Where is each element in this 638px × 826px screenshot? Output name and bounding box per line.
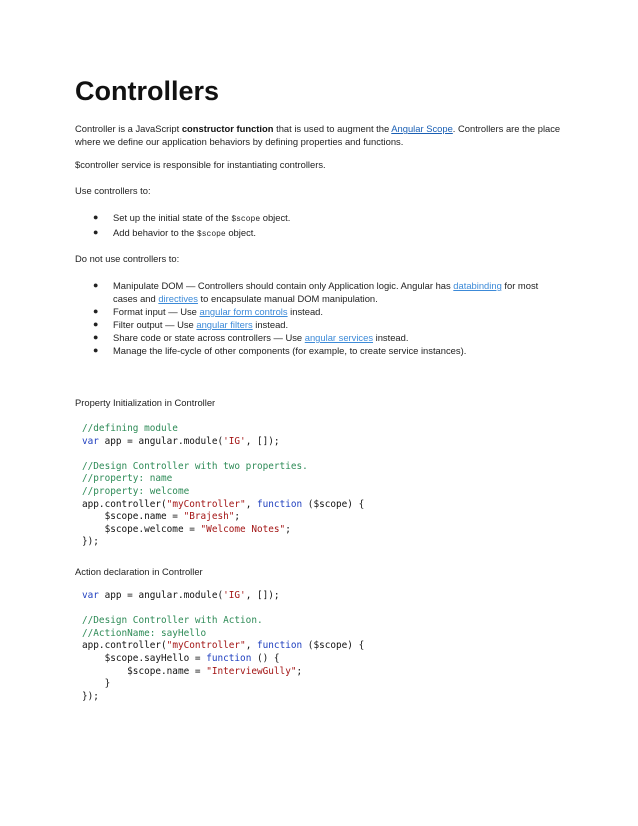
code-keyword: var: [82, 590, 99, 601]
code-text: , []);: [245, 590, 280, 601]
list-item-text: for most cases and: [113, 280, 539, 304]
intro-bold-text: constructor function: [181, 123, 274, 134]
code-string: "myController": [166, 498, 246, 510]
code-text: ($scope) {: [302, 640, 365, 652]
bullet-icon: ●: [93, 212, 99, 222]
list-item: [75, 344, 545, 357]
code-text: }: [82, 678, 111, 690]
code-text: ;: [234, 511, 241, 523]
code-comment: //Design Controller with two properties.: [82, 460, 308, 472]
list-item-text: object.: [225, 227, 256, 238]
list-item: [75, 318, 545, 331]
code-text: ,: [245, 640, 257, 652]
code-string: "myController": [166, 640, 246, 652]
list-item-text: Add behavior to the: [113, 227, 197, 238]
code-keyword: function: [257, 498, 303, 510]
bullet-icon: ●: [93, 227, 99, 237]
list-item: [75, 211, 545, 226]
directives-link[interactable]: directives: [158, 293, 198, 304]
code-text: app = angular.module(: [98, 435, 224, 447]
page-title: Controllers: [75, 76, 220, 106]
bullet-icon: ●: [93, 332, 99, 342]
code-string: "Welcome Notes": [200, 523, 286, 535]
angular-scope-link[interactable]: Angular Scope: [391, 123, 453, 134]
code-keyword: function: [257, 640, 303, 652]
code-text: () {: [251, 652, 280, 664]
filters-link[interactable]: angular filters: [196, 319, 253, 330]
code-string: 'IG': [223, 435, 246, 447]
code-comment: //ActionName: sayHello: [82, 627, 207, 639]
list-item-text: instead.: [373, 332, 409, 343]
code-text: , []);: [245, 435, 280, 447]
code-text: $scope.welcome =: [82, 523, 201, 535]
bullet-icon: ●: [93, 319, 99, 329]
code-string: "Brajesh": [183, 511, 235, 523]
databinding-link[interactable]: databinding: [453, 280, 502, 291]
list-item-text: Filter output — Use: [113, 319, 197, 330]
list-item: [75, 305, 545, 318]
list-item-text: Format input — Use: [113, 306, 200, 317]
list-item: [75, 331, 545, 344]
list-item: [75, 226, 545, 241]
dont-heading: Do not use controllers to:: [75, 253, 180, 264]
code-text: $scope.name =: [82, 665, 207, 677]
code-text: app.controller(: [82, 498, 167, 510]
list-item-text: to encapsulate manual DOM manipulation.: [197, 293, 378, 304]
list-item-text: Share code or state across controllers — Use: [113, 332, 305, 343]
code-text: $scope.name =: [82, 511, 184, 523]
list-item-text: Set up the initial state of the: [113, 212, 232, 223]
inline-code: $scope: [231, 215, 261, 224]
code-text: ;: [285, 523, 291, 535]
list-item-text: instead.: [252, 319, 289, 330]
service-line: $controller service is responsible for instantiating controllers.: [75, 159, 326, 170]
code-string: "InterviewGully": [206, 665, 297, 677]
bullet-icon: ●: [93, 345, 99, 355]
code-comment: //property: welcome: [82, 485, 190, 497]
code-comment: //property: name: [82, 473, 173, 485]
intro-text-3: . Controllers are the place where we define our application behaviors by defining properties and functions.: [75, 123, 561, 148]
use-list: [75, 211, 545, 241]
bullet-icon: ●: [93, 306, 99, 316]
intro-text-2: that is used to augment the: [273, 123, 392, 134]
list-item-text: Manage the life-cycle of other components (for example, to create service instances).: [113, 345, 467, 356]
code-string: 'IG': [223, 590, 246, 601]
code-text: ($scope) {: [302, 498, 365, 510]
code-block-1: [82, 423, 364, 549]
intro-text-1: Controller is a JavaScript: [75, 123, 182, 134]
code-text: });: [82, 536, 99, 548]
list-item-text: Manipulate DOM — Controllers should contain only Application logic. Angular has: [113, 280, 454, 291]
code-comment: //Design Controller with Action.: [82, 615, 263, 627]
code-text: });: [82, 690, 99, 702]
code-text: app.controller(: [82, 640, 167, 652]
section2-label: Action declaration in Controller: [75, 566, 203, 577]
section1-label: Property Initialization in Controller: [75, 397, 216, 408]
dont-list: [75, 279, 545, 357]
code-keyword: var: [82, 435, 99, 447]
inline-code: $scope: [196, 230, 226, 239]
code-text: app = angular.module(: [98, 590, 224, 601]
code-block-2: [82, 590, 364, 703]
services-link[interactable]: angular services: [304, 332, 374, 343]
list-item-text: object.: [260, 212, 291, 223]
bullet-icon: ●: [93, 280, 99, 290]
code-text: $scope.sayHello =: [82, 652, 207, 664]
form-controls-link[interactable]: angular form controls: [199, 306, 288, 317]
list-item: [75, 279, 545, 305]
code-keyword: function: [206, 652, 252, 664]
use-heading: Use controllers to:: [75, 185, 151, 196]
code-comment: //defining module: [82, 423, 178, 434]
code-text: ;: [296, 665, 303, 677]
list-item-text: instead.: [287, 306, 324, 317]
intro-paragraph: [75, 122, 570, 149]
code-text: ,: [245, 498, 257, 510]
